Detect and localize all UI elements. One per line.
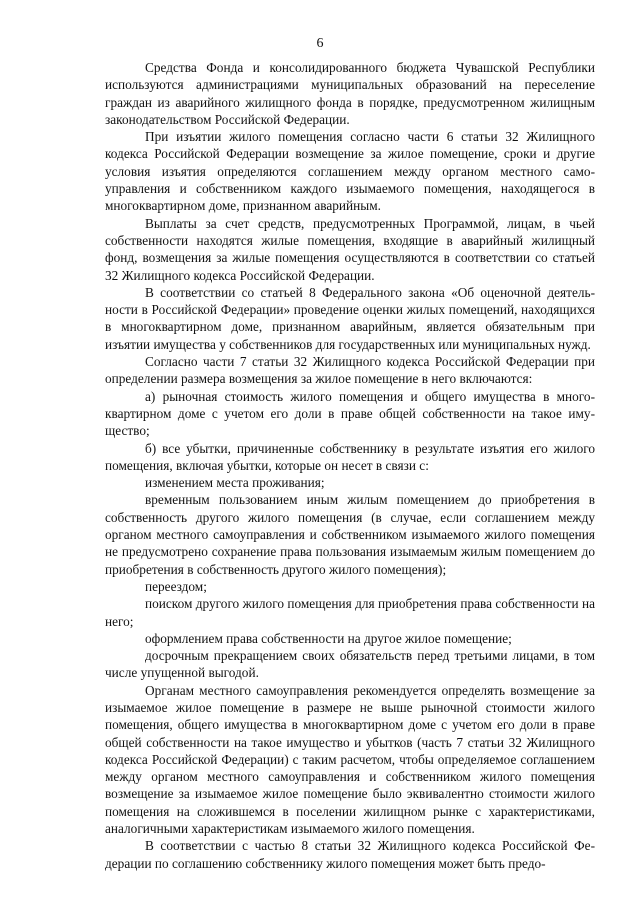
list-item: б) все убытки, причиненные собственнику в результате изъятия его жилого помещения, включая убытки, которые он несет в связи с: [105,440,595,473]
list-item: досрочным прекращением своих обязательств перед третьими лицами, в том числе упущенной выгодой. [105,648,595,681]
list-item: а) рыночная стоимость жилого помещения и общего имущества в многоквартирном доме с учетом его доли в праве общей собственности на такое имущество; [105,388,595,439]
list-item: временным пользованием иным жилым помещением до приобретения в собственность другого жилого помещения (в случае, если соглашением между органом местного самоуправления и собственником изымаемого жилого помещения не предусмотрено сохранение права пользования изымаемым жилым помещением до приобретения в собственность другого жилого помещения); [105,492,595,577]
paragraph: В соответствии со статьей 8 Федерального закона «Об оценочной деятельности в Российской Федерации» проведение оценки жилых помещений, находящихся в многоквартирном доме, признанном аварийным, является обязательным при изъятии имущества у собственников для государственных или муниципальных нужд. [105,284,595,352]
list-item: поиском другого жилого помещения для приобретения права собственности на него; [105,596,595,629]
list-item: оформлением права собственности на другое жилое помещение; [145,630,512,646]
paragraph: В соответствии с частью 8 статьи 32 Жилищного кодекса Российской Федерации по соглашению собственнику жилого помещения может быть предо- [105,838,595,871]
paragraph: Органам местного самоуправления рекомендуется определять возмещение за изымаемое жилое помещение в размере не выше рыночной стоимости жилого помещения, общего имущества в многоквартирном доме с учетом его доли в праве общей собственности на такое имущество и убытков (часть 7 статьи 32 Жилищного кодекса Российской Федерации) с таким расчетом, чтобы определяемое соглашением между органом местного самоуправления и собственником жилого помещения возмещение за изымаемое жилое помещение было эквивалентно стоимости жилого помещения на сложившемся в поселении жилищном рынке с характеристиками, аналогичными характеристикам изымаемого жилого помещения. [105,682,595,837]
paragraph: Выплаты за счет средств, предусмотренных Программой, лицам, в чьей собственности находятся жилые помещения, входящие в аварийный жилищный фонд, возмещения за жилые помещения осуществляются в соответствии со статьей 32 Жилищного кодекса Российской Федерации. [105,215,595,283]
list-item: изменением места проживания; [145,475,325,491]
paragraph: Средства Фонда и консолидированного бюджета Чувашской Республики используются администрациями муниципальных образований на переселение граждан из аварийного жилищного фонда в порядке, предусмотренном жилищным законодательством Российской Федерации. [105,60,595,127]
paragraph: Согласно части 7 статьи 32 Жилищного кодекса Российской Федерации при определении размера возмещения за жилое помещение в него включаются: [105,354,595,387]
document-body [105,59,595,872]
list-item: переездом; [145,578,207,594]
page-number: 6 [316,36,324,51]
paragraph: При изъятии жилого помещения согласно части 6 статьи 32 Жилищного кодекса Российской Федерации возмещение за жилое помещение, сроки и другие условия изъятия определяются соглашением между органом местного самоуправления и собственником каждого изымаемого помещения, находящегося в многоквартирном доме, признанном аварийным. [105,129,595,214]
